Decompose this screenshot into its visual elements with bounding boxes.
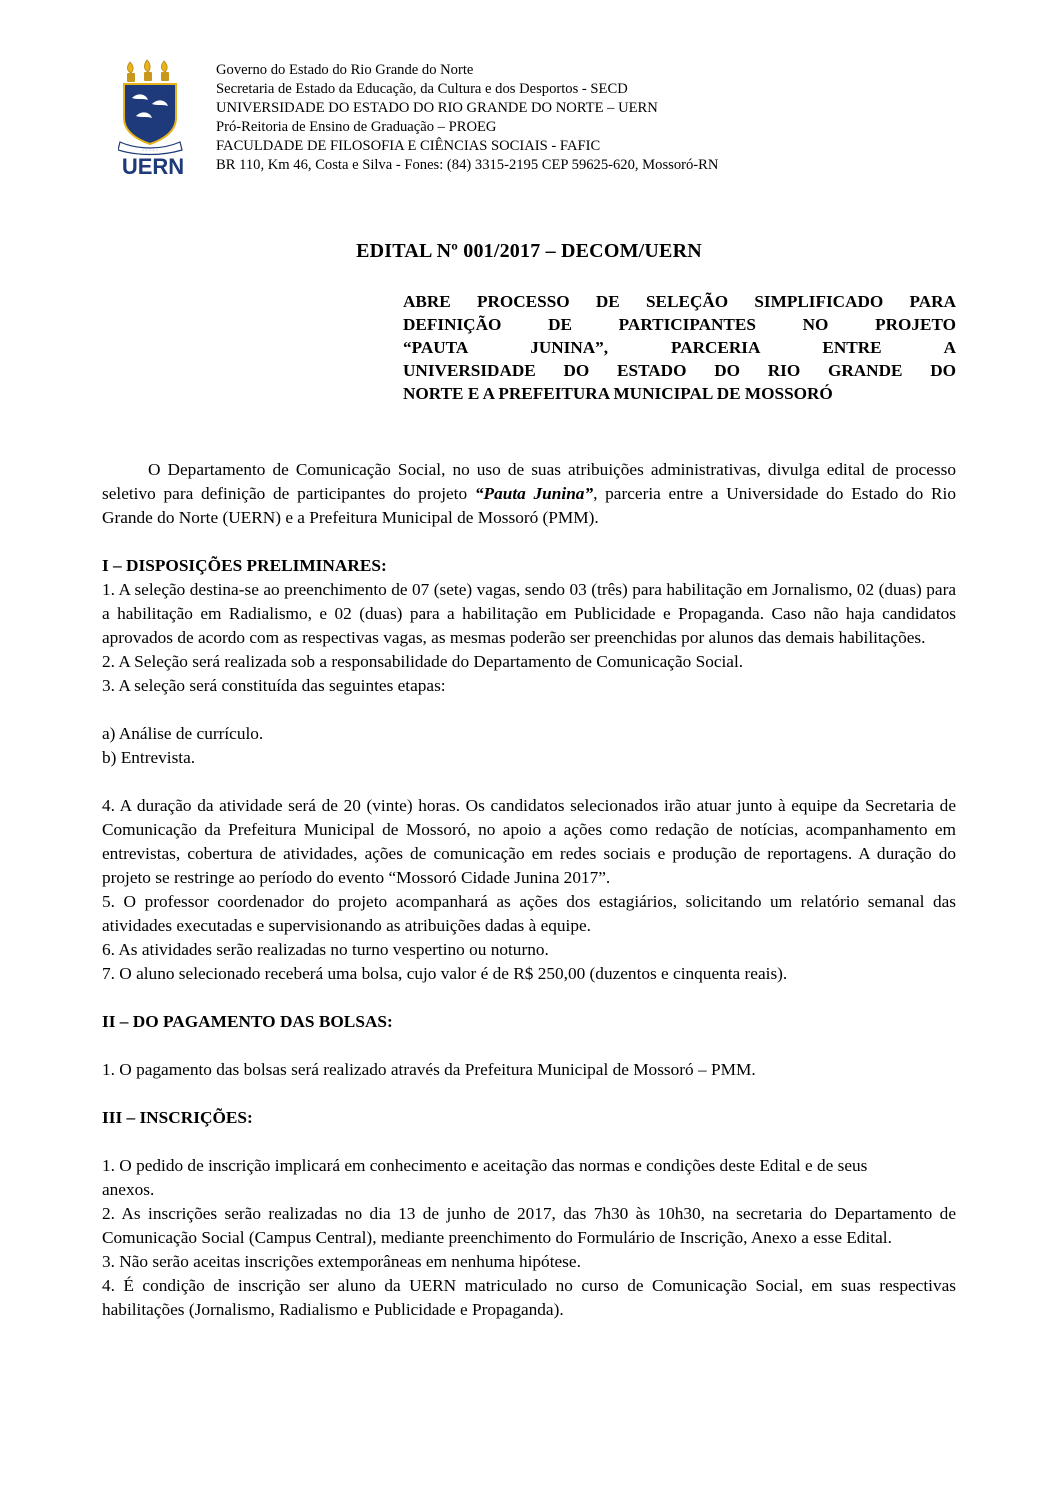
header-line: FACULDADE DE FILOSOFIA E CIÊNCIAS SOCIAIS - FAFIC — [216, 138, 601, 154]
section-heading: I – DISPOSIÇÕES PRELIMINARES: — [102, 556, 387, 575]
summary-line: “PAUTA JUNINA”, PARCERIA ENTRE A — [403, 338, 956, 357]
document-body — [102, 458, 956, 1322]
list-item: 5. O professor coordenador do projeto acompanhará as ações dos estagiários, solicitando um relatório semanal das atividades executadas e supervisionando as atribuições dadas à equipe. — [102, 892, 956, 935]
summary-line: ABRE PROCESSO DE SELEÇÃO SIMPLIFICADO PARA — [403, 292, 956, 311]
institution-header — [216, 61, 856, 175]
header-line: UNIVERSIDADE DO ESTADO DO RIO GRANDE DO NORTE – UERN — [216, 100, 658, 116]
logo-wordmark: UERN — [121, 154, 185, 179]
list-item: 1. O pagamento das bolsas será realizado através da Prefeitura Municipal de Mossoró – PMM. — [102, 1060, 756, 1079]
intro-text: O Departamento de Comunicação Social, no uso de suas atribuições administrativas, divulga edital de processo seletivo para definição de participantes do projeto — [102, 460, 956, 503]
uern-coat-of-arms-icon — [118, 58, 188, 158]
section-heading: III – INSCRIÇÕES: — [102, 1108, 253, 1127]
list-item: 4. É condição de inscrição ser aluno da UERN matriculado no curso de Comunicação Social, em suas respectivas habilitações (Jornalismo, Radialismo e Publicidade e Propaganda). — [102, 1276, 956, 1319]
list-item: 1. O pedido de inscrição implicará em conhecimento e aceitação das normas e condições deste Edital e de seus anexos. — [102, 1156, 868, 1199]
list-item: b) Entrevista. — [102, 748, 196, 767]
list-item: 2. As inscrições serão realizadas no dia 13 de junho de 2017, das 7h30 às 10h30, na secretaria do Departamento de Comunicação Social (Campus Central), mediante preenchimento do Formulário de Inscrição, Anexo a esse Edital. — [102, 1204, 956, 1247]
header-line: BR 110, Km 46, Costa e Silva - Fones: (84) 3315-2195 CEP 59625-620, Mossoró-RN — [216, 157, 719, 173]
header-line: Governo do Estado do Rio Grande do Norte — [216, 62, 474, 78]
header-line: Pró-Reitoria de Ensino de Graduação – PROEG — [216, 119, 497, 135]
project-name: “Pauta Junina” — [474, 484, 594, 503]
intro-paragraph — [102, 458, 956, 530]
summary-line: UNIVERSIDADE DO ESTADO DO RIO GRANDE DO — [403, 361, 956, 380]
svg-text:· · · · ·: · · · · · — [142, 148, 158, 154]
summary-line: DEFINIÇÃO DE PARTICIPANTES NO PROJETO — [403, 315, 956, 334]
list-item: 2. A Seleção será realizada sob a responsabilidade do Departamento de Comunicação Social. — [102, 652, 744, 671]
list-item: a) Análise de currículo. — [102, 724, 264, 743]
list-item: 6. As atividades serão realizadas no turno vespertino ou noturno. — [102, 940, 549, 959]
list-item: 3. A seleção será constituída das seguintes etapas: — [102, 676, 446, 695]
section-heading: II – DO PAGAMENTO DAS BOLSAS: — [102, 1012, 393, 1031]
document-title: EDITAL Nº 001/2017 – DECOM/UERN — [356, 240, 702, 262]
summary-line: NORTE E A PREFEITURA MUNICIPAL DE MOSSORÓ — [403, 384, 833, 403]
list-item: 4. A duração da atividade será de 20 (vinte) horas. Os candidatos selecionados irão atuar junto à equipe da Secretaria de Comunicação da Prefeitura Municipal de Mossoró, no apoio a ações como redação de notícias, acompanhamento em entrevistas, cobertura de atividades, ações de comunicação em redes sociais e produção de reportagens. A duração do projeto se restringe ao período do evento “Mossoró Cidade Junina 2017”. — [102, 796, 956, 887]
edital-summary — [403, 290, 956, 405]
list-item: 3. Não serão aceitas inscrições extemporâneas em nenhuma hipótese. — [102, 1252, 581, 1271]
uern-logo — [118, 58, 188, 178]
header-line: Secretaria de Estado da Educação, da Cultura e dos Desportos - SECD — [216, 81, 628, 97]
list-item: 1. A seleção destina-se ao preenchimento de 07 (sete) vagas, sendo 03 (três) para habilitação em Jornalismo, 02 (duas) para a habilitação em Radialismo, e 02 (duas) para a habilitação em Publicidade e Propaganda. Caso não haja candidatos aprovados de acordo com as respectivas vagas, as mesmas poderão ser preenchidas por alunos das demais habilitações. — [102, 580, 956, 647]
intro-text: , parceria entre a Universidade do Estado do Rio Grande do Norte (UERN) e a Prefeitura Municipal de Mossoró (PMM). — [102, 484, 956, 527]
list-item: 7. O aluno selecionado receberá uma bolsa, cujo valor é de R$ 250,00 (duzentos e cinquenta reais). — [102, 964, 788, 983]
